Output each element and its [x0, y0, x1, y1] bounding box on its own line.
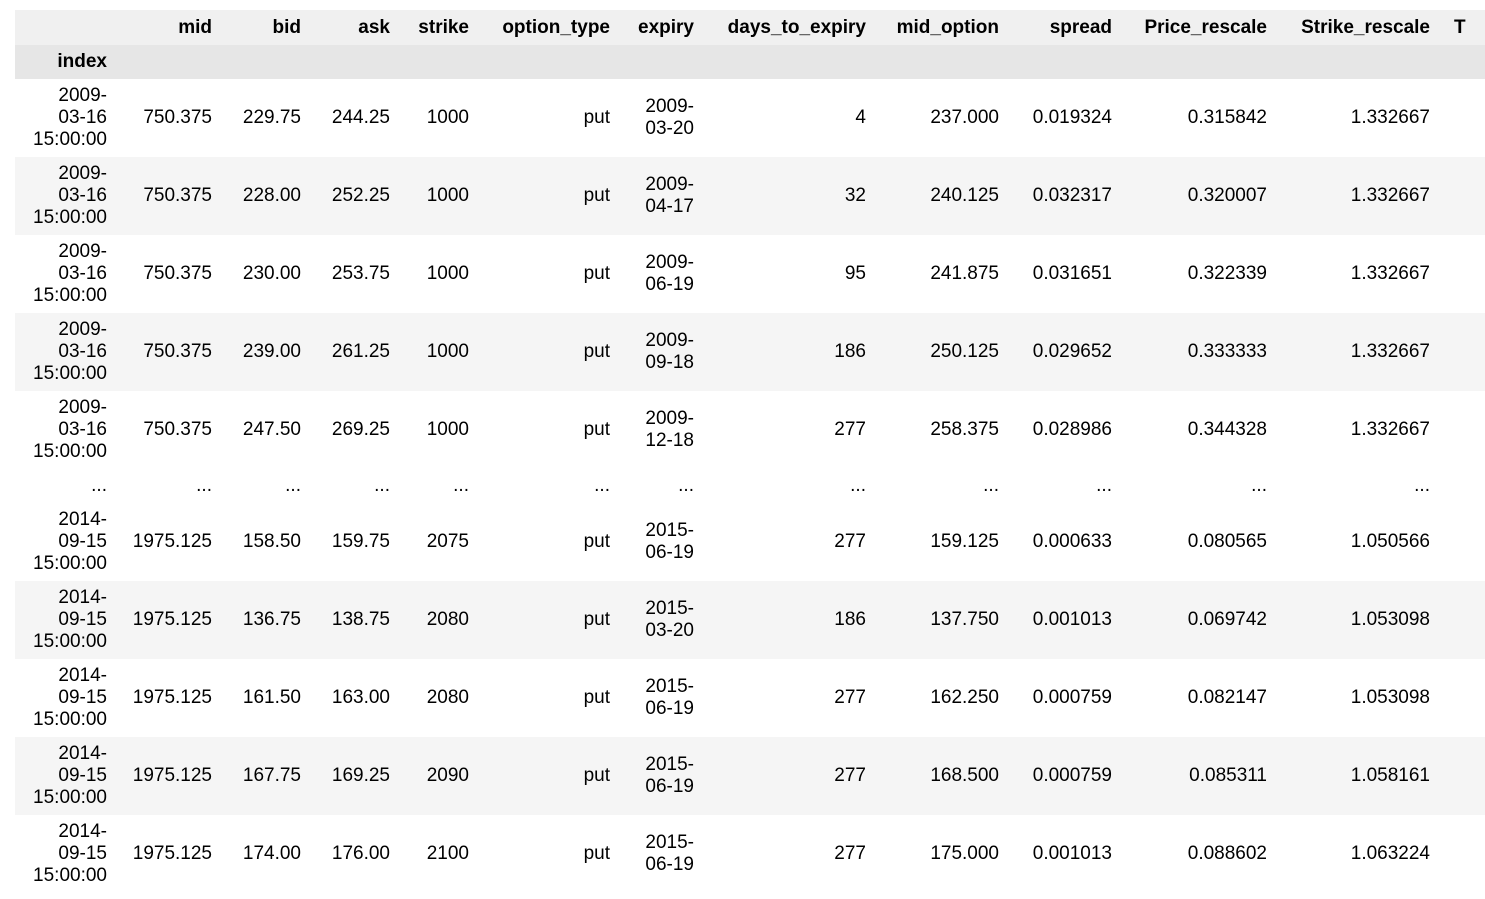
row-index-cell: 2014- 09-15 15:00:00 [33, 665, 107, 730]
cell-spread: 0.029652 [1032, 341, 1112, 362]
cell-mid: 1975.125 [132, 843, 212, 864]
cell-bid: 167.75 [242, 765, 301, 786]
cell-strike: 1000 [426, 419, 469, 440]
cell-strike: 2075 [426, 531, 469, 552]
cell-days-to-expiry: 277 [834, 419, 866, 440]
cell-price-rescale: 0.082147 [1187, 687, 1267, 708]
cell-mid: 750.375 [143, 185, 212, 206]
cell-bid: 174.00 [242, 843, 301, 864]
table-row [15, 79, 1485, 157]
cell-spread: 0.000633 [1032, 531, 1112, 552]
cell-days-to-expiry: 186 [834, 341, 866, 362]
cell-price-rescale: 0.085311 [1189, 765, 1267, 786]
dataframe-table [15, 10, 1485, 893]
column-header-days-to-expiry: days_to_expiry [694, 10, 866, 45]
cell-option-type: put [583, 765, 610, 786]
cell-price-rescale: 0.344328 [1187, 419, 1267, 440]
row-index-cell: ... [91, 475, 107, 496]
cell-ask: 163.00 [331, 687, 390, 708]
cell-mid: 750.375 [143, 341, 212, 362]
cell-mid: 1975.125 [132, 765, 212, 786]
table-row [15, 659, 1485, 737]
column-header-option-type: option_type [469, 10, 610, 45]
column-header-spread: spread [999, 10, 1112, 45]
column-header-expiry: expiry [610, 10, 694, 45]
cell-mid-option: ... [983, 475, 999, 496]
table-row [15, 391, 1485, 469]
cell-expiry: 2009- 06-19 [645, 252, 694, 295]
cell-mid: 750.375 [143, 107, 212, 128]
cell-expiry: ... [678, 475, 694, 496]
index-name-header: index [15, 45, 107, 79]
cell-mid: 1975.125 [132, 687, 212, 708]
cell-bid: 239.00 [242, 341, 301, 362]
cell-expiry: 2009- 12-18 [645, 408, 694, 451]
row-index-cell: 2009- 03-16 15:00:00 [33, 397, 107, 462]
cell-days-to-expiry: 4 [855, 107, 866, 128]
header-blank [15, 10, 107, 45]
cell-bid: 230.00 [242, 263, 301, 284]
cell-days-to-expiry: 186 [834, 609, 866, 630]
column-header-strike: strike [390, 10, 469, 45]
cell-strike: 1000 [426, 185, 469, 206]
cell-option-type: ... [594, 475, 610, 496]
cell-expiry: 2015- 06-19 [645, 676, 694, 719]
cell-ask: 138.75 [331, 609, 390, 630]
cell-mid-option: 250.125 [930, 341, 999, 362]
cell-mid-option: 240.125 [930, 185, 999, 206]
cell-spread: 0.019324 [1032, 107, 1112, 128]
cell-strike-rescale: 1.332667 [1350, 107, 1430, 128]
cell-price-rescale: 0.322339 [1187, 263, 1267, 284]
cell-bid: 136.75 [242, 609, 301, 630]
column-header-bid: bid [212, 10, 301, 45]
column-header-price-rescale: Price_rescale [1112, 10, 1267, 45]
cell-bid: 161.50 [242, 687, 301, 708]
table-row [15, 313, 1485, 391]
cell-strike: 2080 [426, 609, 469, 630]
cell-price-rescale: 0.315842 [1187, 107, 1267, 128]
cell-expiry: 2009- 03-20 [645, 96, 694, 139]
cell-ask: 261.25 [331, 341, 390, 362]
cell-ask: 159.75 [331, 531, 390, 552]
row-index-cell: 2009- 03-16 15:00:00 [33, 163, 107, 228]
column-header-mid-option: mid_option [866, 10, 999, 45]
cell-spread: 0.028986 [1032, 419, 1112, 440]
table-body [15, 79, 1485, 893]
dataframe-output [15, 10, 1466, 893]
cell-mid: ... [196, 475, 212, 496]
cell-expiry: 2015- 03-20 [645, 598, 694, 641]
cell-days-to-expiry: 277 [834, 687, 866, 708]
cell-bid: 229.75 [242, 107, 301, 128]
cell-option-type: put [583, 687, 610, 708]
table-row [15, 157, 1485, 235]
row-index-cell: 2009- 03-16 15:00:00 [33, 85, 107, 150]
cell-option-type: put [583, 531, 610, 552]
cell-strike: 1000 [426, 263, 469, 284]
cell-option-type: put [583, 843, 610, 864]
cell-strike: 2100 [426, 843, 469, 864]
table-row [15, 737, 1485, 815]
cell-strike: 2090 [426, 765, 469, 786]
column-header-ask: ask [301, 10, 390, 45]
cell-ask: 176.00 [331, 843, 390, 864]
cell-price-rescale: ... [1251, 475, 1267, 496]
cell-strike-rescale: ... [1414, 475, 1430, 496]
cell-bid: 158.50 [242, 531, 301, 552]
cell-days-to-expiry: 277 [834, 765, 866, 786]
cell-days-to-expiry: ... [850, 475, 866, 496]
cell-spread: ... [1096, 475, 1112, 496]
cell-strike-rescale: 1.053098 [1350, 609, 1430, 630]
row-index-cell: 2014- 09-15 15:00:00 [33, 509, 107, 574]
cell-mid: 750.375 [143, 419, 212, 440]
cell-ask: 169.25 [331, 765, 390, 786]
table-row [15, 235, 1485, 313]
cell-ask: ... [374, 475, 390, 496]
cell-bid: ... [285, 475, 301, 496]
table-row [15, 503, 1485, 581]
cell-days-to-expiry: 32 [844, 185, 866, 206]
row-index-cell: 2014- 09-15 15:00:00 [33, 821, 107, 886]
column-header-strike-rescale: Strike_rescale [1267, 10, 1430, 45]
cell-price-rescale: 0.333333 [1187, 341, 1267, 362]
cell-mid: 1975.125 [132, 609, 212, 630]
cell-strike-rescale: 1.332667 [1350, 185, 1430, 206]
cell-mid-option: 159.125 [930, 531, 999, 552]
cell-days-to-expiry: 277 [834, 531, 866, 552]
cell-expiry: 2009- 09-18 [645, 330, 694, 373]
cell-option-type: put [583, 185, 610, 206]
cell-mid: 1975.125 [132, 531, 212, 552]
table-row [15, 815, 1485, 893]
cell-spread: 0.000759 [1032, 765, 1112, 786]
cell-price-rescale: 0.320007 [1187, 185, 1267, 206]
column-header-row [15, 10, 1485, 45]
cell-mid-option: 175.000 [930, 843, 999, 864]
cell-days-to-expiry: 277 [834, 843, 866, 864]
column-header-t: T [1430, 10, 1485, 45]
index-header-row [15, 45, 1485, 79]
row-index-cell: 2009- 03-16 15:00:00 [33, 319, 107, 384]
cell-strike: 1000 [426, 341, 469, 362]
cell-strike-rescale: 1.332667 [1350, 263, 1430, 284]
cell-mid-option: 258.375 [930, 419, 999, 440]
cell-mid-option: 137.750 [930, 609, 999, 630]
cell-bid: 247.50 [242, 419, 301, 440]
cell-strike: ... [453, 475, 469, 496]
table-header [15, 10, 1485, 79]
cell-spread: 0.032317 [1032, 185, 1112, 206]
cell-mid: 750.375 [143, 263, 212, 284]
cell-option-type: put [583, 107, 610, 128]
row-index-cell: 2014- 09-15 15:00:00 [33, 587, 107, 652]
cell-strike-rescale: 1.053098 [1350, 687, 1430, 708]
cell-expiry: 2015- 06-19 [645, 520, 694, 563]
cell-spread: 0.000759 [1032, 687, 1112, 708]
cell-spread: 0.031651 [1032, 263, 1112, 284]
table-row-ellipsis [15, 469, 1485, 503]
cell-price-rescale: 0.088602 [1187, 843, 1267, 864]
cell-ask: 269.25 [331, 419, 390, 440]
cell-expiry: 2015- 06-19 [645, 754, 694, 797]
cell-price-rescale: 0.069742 [1187, 609, 1267, 630]
cell-strike-rescale: 1.050566 [1350, 531, 1430, 552]
cell-option-type: put [583, 341, 610, 362]
cell-mid-option: 168.500 [930, 765, 999, 786]
row-index-cell: 2009- 03-16 15:00:00 [33, 241, 107, 306]
cell-mid-option: 162.250 [930, 687, 999, 708]
cell-strike-rescale: 1.332667 [1350, 341, 1430, 362]
table-row [15, 581, 1485, 659]
cell-expiry: 2015- 06-19 [645, 832, 694, 875]
cell-spread: 0.001013 [1032, 843, 1112, 864]
cell-bid: 228.00 [242, 185, 301, 206]
cell-strike: 1000 [426, 107, 469, 128]
cell-expiry: 2009- 04-17 [645, 174, 694, 217]
cell-spread: 0.001013 [1032, 609, 1112, 630]
cell-ask: 253.75 [331, 263, 390, 284]
cell-price-rescale: 0.080565 [1187, 531, 1267, 552]
cell-mid-option: 241.875 [930, 263, 999, 284]
cell-option-type: put [583, 263, 610, 284]
cell-mid-option: 237.000 [930, 107, 999, 128]
cell-ask: 252.25 [331, 185, 390, 206]
cell-ask: 244.25 [331, 107, 390, 128]
cell-option-type: put [583, 609, 610, 630]
column-header-mid: mid [107, 10, 212, 45]
cell-strike-rescale: 1.063224 [1350, 843, 1430, 864]
cell-strike: 2080 [426, 687, 469, 708]
cell-option-type: put [583, 419, 610, 440]
cell-strike-rescale: 1.058161 [1350, 765, 1430, 786]
cell-strike-rescale: 1.332667 [1350, 419, 1430, 440]
cell-days-to-expiry: 95 [844, 263, 866, 284]
row-index-cell: 2014- 09-15 15:00:00 [33, 743, 107, 808]
